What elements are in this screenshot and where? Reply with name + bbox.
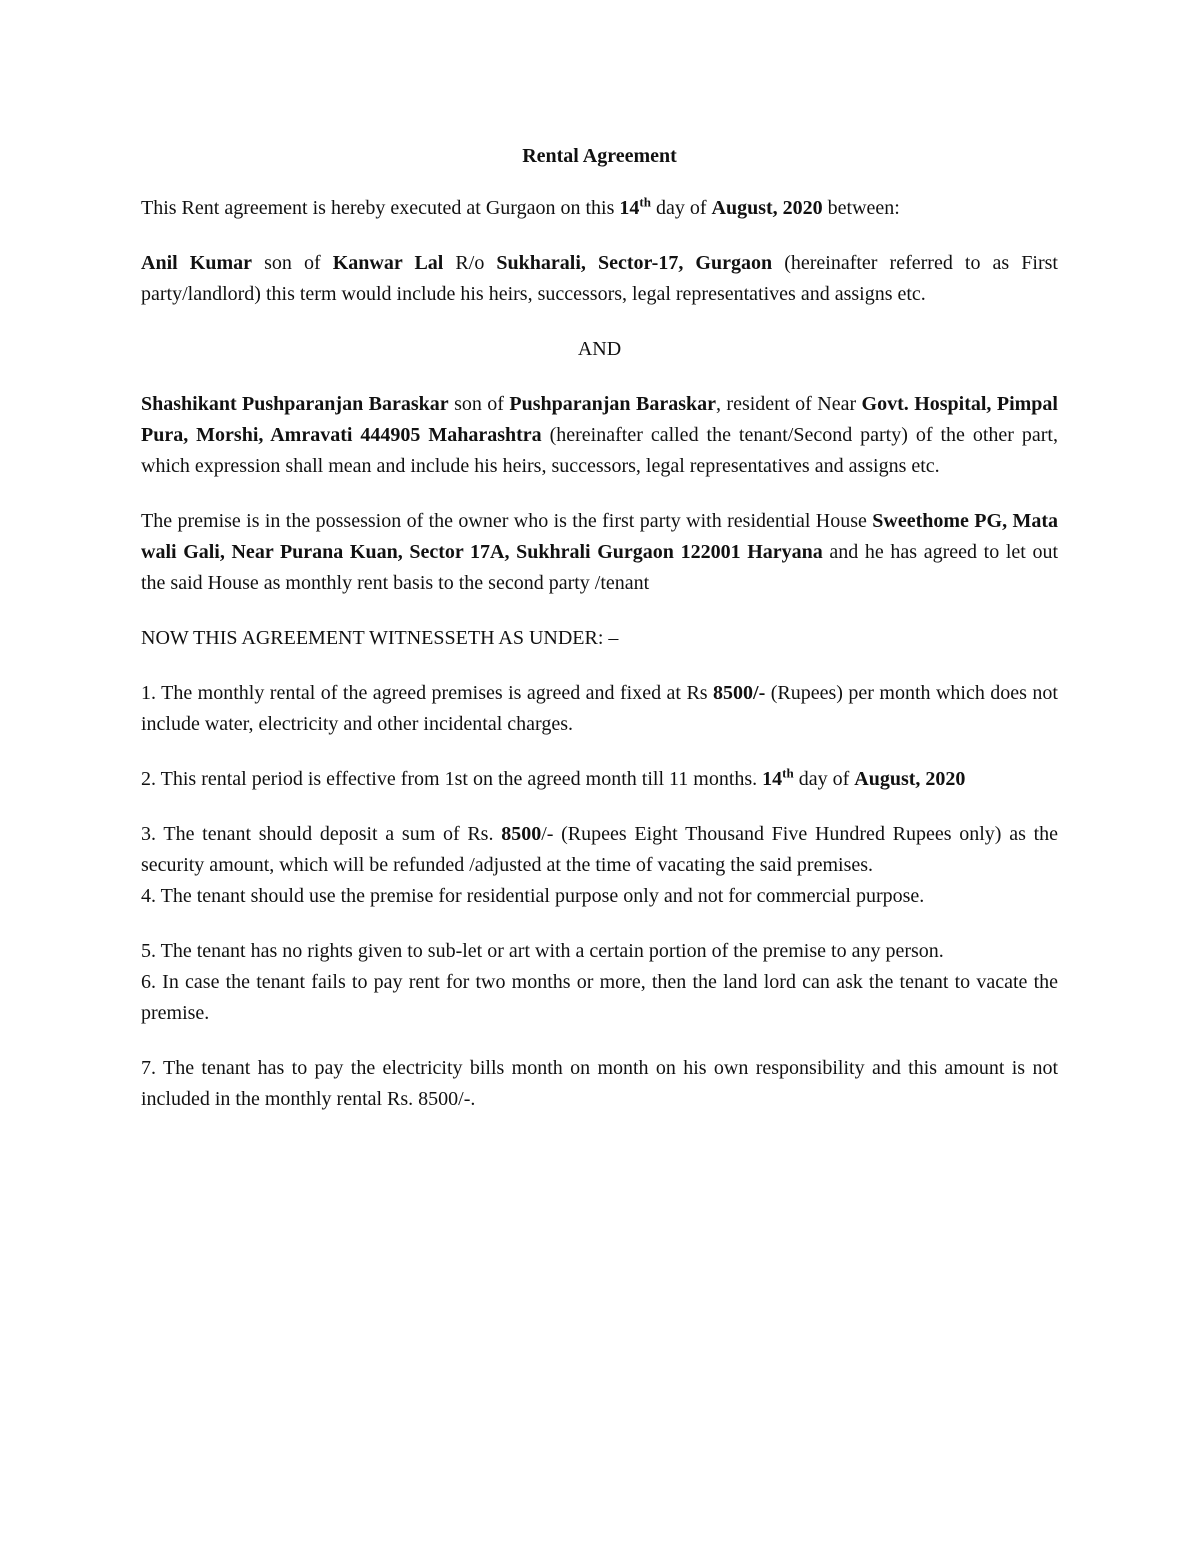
first-party-name: Anil Kumar — [141, 252, 252, 274]
clause-3: 3. The tenant should deposit a sum of Rs. 8500/- (Rupees Eight Thousand Five Hundred Rupees only) as the security amount, which will be refunded /adjusted at the time of vacating the said premises. — [141, 823, 1059, 876]
intro-day-suffix: th — [639, 194, 651, 210]
premise-address: Sweethome PG, Mata wali Gali, Near Purana Kuan, Sector 17A, Sukhrali Gurgaon 122001 Haryana — [141, 510, 1058, 563]
second-party-address: Govt. Hospital, Pimpal Pura, Morshi, Amravati 444905 Maharashtra — [141, 393, 1058, 446]
clause-1: 1. The monthly rental of the agreed premises is agreed and fixed at Rs 8500/- (Rupees) per month which does not include water, electricity and other incidental charges. — [141, 682, 1058, 735]
second-party-paragraph: Shashikant Pushparanjan Baraskar son of Pushparanjan Baraskar, resident of Near Govt. Hospital, Pimpal Pura, Morshi, Amravati 444905 Maharashtra (hereinafter called the tenant/Second party) of the other part, which expression shall mean and include his heirs, successors, legal representatives and assigns etc. — [141, 393, 1058, 477]
premise-paragraph: The premise is in the possession of the owner who is the first party with residential House Sweethome PG, Mata wali Gali, Near Purana Kuan, Sector 17A, Sukhrali Gurgaon 122001 Haryana and he has agreed to let out the said House as monthly rent basis to the second party /tenant — [141, 510, 1059, 594]
intro-paragraph — [141, 193, 1058, 224]
intro-text-3: between: — [822, 197, 900, 219]
clause-2-month-year: August, 2020 — [854, 768, 966, 790]
first-party-father: Kanwar Lal — [332, 252, 444, 274]
first-party-paragraph: Anil Kumar son of Kanwar Lal R/o Sukharali, Sector-17, Gurgaon (hereinafter referred to as First party/landlord) this term would include his heirs, successors, legal representatives and assigns etc. — [141, 252, 1058, 305]
clause-5: 5. The tenant has no rights given to sub-let or art with a certain portion of the premise to any person. — [141, 940, 944, 962]
intro-day: 14 — [619, 197, 640, 219]
intro-text-1: This Rent agreement is hereby executed at Gurgaon on this — [141, 197, 620, 219]
clause-6: 6. In case the tenant fails to pay rent for two months or more, then the land lord can ask the tenant to vacate the premise. — [141, 971, 1058, 1024]
and-separator: AND — [577, 338, 622, 360]
clause-7: 7. The tenant has to pay the electricity bills month on month on his own responsibility and this amount is not included in the monthly rental Rs. 8500/-. — [141, 1057, 1058, 1110]
clause-1-amount: 8500/- — [713, 682, 766, 704]
clause-2: 2. This rental period is effective from 1st on the agreed month till 11 months. 14th day of August, 2020 — [141, 765, 966, 790]
first-party-address: Sukharali, Sector-17, Gurgaon — [496, 252, 773, 274]
clause-3-amount: 8500 — [501, 823, 542, 845]
witnesseth-heading: NOW THIS AGREEMENT WITNESSETH AS UNDER: – — [141, 627, 619, 649]
intro-month-year: August, 2020 — [711, 197, 823, 219]
clause-2-day-suffix: th — [782, 765, 794, 781]
second-party-name: Shashikant Pushparanjan Baraskar — [141, 393, 449, 415]
document-title: Rental Agreement — [522, 145, 677, 167]
clause-4: 4. The tenant should use the premise for residential purpose only and not for commercial purpose. — [141, 885, 925, 907]
intro-text-2: day of — [650, 197, 712, 219]
document-page — [141, 143, 1058, 1139]
clause-2-day: 14 — [762, 768, 783, 790]
second-party-father: Pushparanjan Baraskar — [509, 393, 716, 415]
